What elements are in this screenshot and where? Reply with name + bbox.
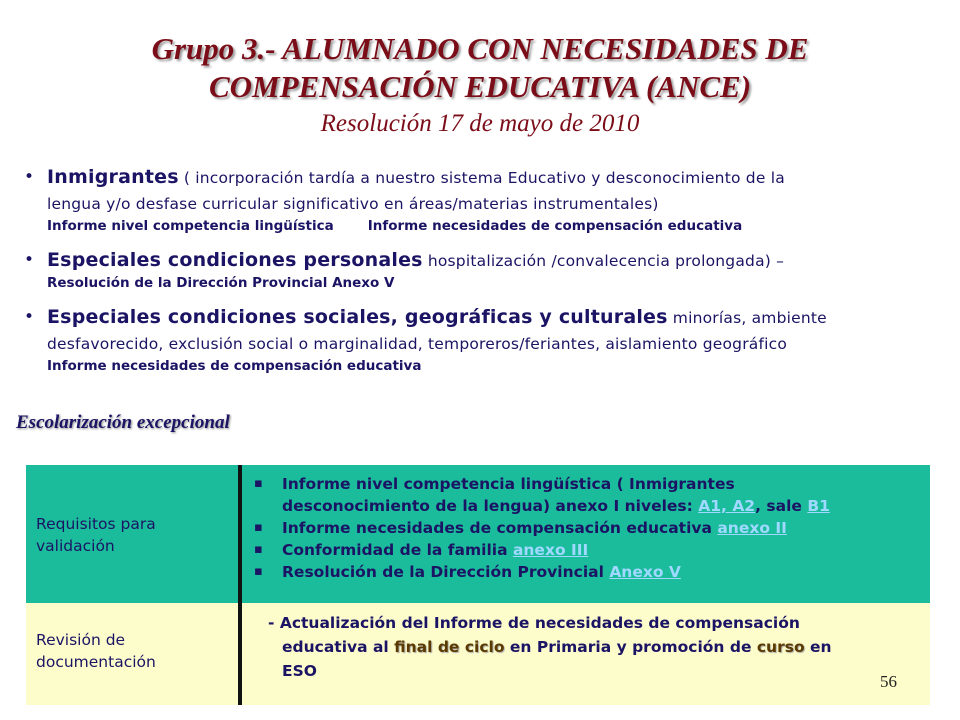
requirements-table [26,465,930,705]
bullet-sub: Informe necesidades de compensación educativa [47,358,422,374]
bullet-dot-icon: • [24,307,35,327]
bullet-head: Inmigrantes [47,166,179,188]
bullet-list [22,164,947,387]
revision-line: educativa al [282,638,395,656]
highlight-curso: curso [756,638,805,656]
table-row [26,465,930,603]
link-b1[interactable]: B1 [807,497,830,515]
list-item [254,561,924,583]
bullet-text: ( incorporación tardía a nuestro sistema Educativo y desconocimiento de la [178,169,785,187]
list-item [254,473,924,517]
bullet-head: Especiales condiciones sociales, geográficas y culturales [47,306,668,328]
link-anexo-v[interactable]: Anexo V [609,563,681,581]
bullet-condiciones-sociales [22,304,947,375]
square-bullet-icon: ▪ [254,520,263,535]
link-anexo-iii[interactable]: anexo III [512,541,589,559]
bullet-condiciones-personales [22,247,947,292]
table-row [26,603,930,705]
link-anexo-ii[interactable]: anexo II [717,519,787,537]
title-line-1: Grupo 3.- ALUMNADO CON NECESIDADES DE [151,31,809,66]
link-a1-a2[interactable]: A1, A2 [698,497,756,515]
bullet-inmigrantes [22,164,947,235]
bullet-sub: Resolución de la Dirección Provincial Anexo V [47,275,395,291]
square-bullet-icon: ▪ [254,542,263,557]
bullet-sub: Informe necesidades de compensación educativa [367,218,743,234]
title-line-2: COMPENSACIÓN EDUCATIVA (ANCE) [208,69,752,104]
slide-title [0,30,960,140]
section-heading: Escolarización excepcional [16,412,230,433]
square-bullet-icon: ▪ [254,476,263,491]
item-text: desconocimiento de la lengua) anexo I niveles: [282,497,699,515]
revision-line: ESO [282,662,317,680]
revision-line: - Actualización del Informe de necesidades de compensación [268,614,800,632]
revision-line: en [804,638,832,656]
bullet-text: lengua y/o desfase curricular significativo en áreas/materias instrumentales) [47,195,659,213]
item-text: Informe necesidades de compensación educativa [282,519,718,537]
item-text: , sale [755,497,808,515]
list-item [254,539,924,561]
bullet-sub: Informe nivel competencia lingüística [47,218,334,234]
row-label: Revisión de documentación [36,631,156,671]
bullet-text: hospitalización /convalecencia prolongada) – [422,252,785,270]
revision-line: en Primaria y promoción de [504,638,757,656]
bullet-head: Especiales condiciones personales [47,249,423,271]
bullet-text: minorías, ambiente [667,309,827,327]
revision-text [254,611,924,683]
square-bullet-icon: ▪ [254,564,263,579]
item-text: Informe nivel competencia lingüística ( Inmigrantes [282,475,735,493]
page-number: 56 [880,672,897,691]
item-text: Resolución de la Dirección Provincial [282,563,610,581]
column-divider [238,465,242,705]
requirements-list [254,473,924,583]
highlight-final-de-ciclo: final de ciclo [394,638,505,656]
row-label: Requisitos para validación [36,515,156,555]
list-item [254,517,924,539]
title-subtitle: Resolución 17 de mayo de 2010 [320,110,640,137]
bullet-dot-icon: • [24,167,35,187]
item-text: Conformidad de la familia [282,541,513,559]
bullet-dot-icon: • [24,250,35,270]
bullet-text: desfavorecido, exclusión social o marginalidad, temporeros/feriantes, aislamiento geográfico [47,335,788,353]
